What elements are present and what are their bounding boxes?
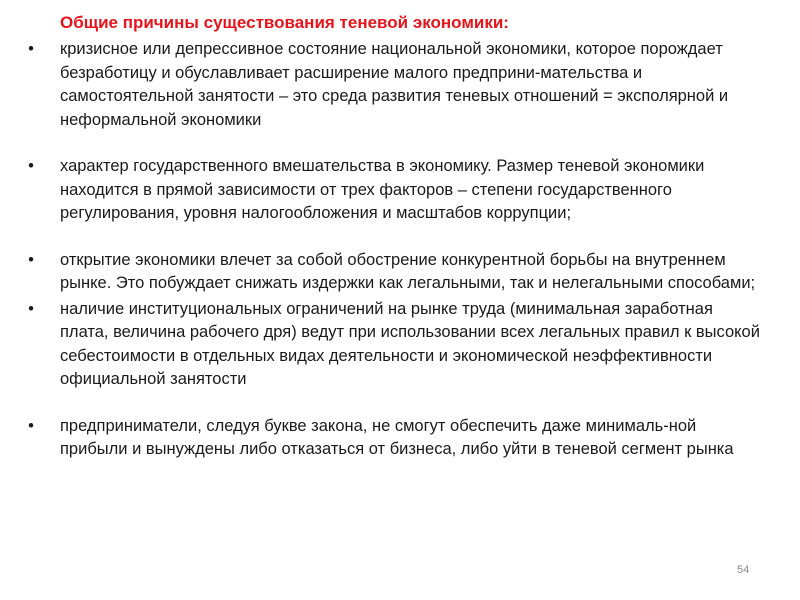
slide-title: Общие причины существования теневой экономики: xyxy=(60,13,509,32)
bullet-item xyxy=(24,415,764,462)
bullet-item xyxy=(24,38,764,132)
bullet-text: кризисное или депрессивное состояние национальной экономики, которое порождает безработицу и обуславливает расширение малого предприни-мательства и самостоятельной занятости – это среда развития теневых отношений = эксполярной и неформальной экономики xyxy=(60,40,729,129)
bullet-marker: • xyxy=(28,299,34,318)
bullet-marker: • xyxy=(28,416,34,435)
bullet-marker: • xyxy=(28,157,34,175)
bullet-item xyxy=(24,298,764,392)
bullet-list xyxy=(24,38,764,462)
page-number: 54 xyxy=(737,564,750,576)
bullet-text: наличие институциональных ограничений на рынке труда (минимальная заработная плата, величина рабочего дря) ведут при использовании всех легальных правил к высокой себестоимости в отдельных видах деятельности и экономической неэффективности официальной занятости xyxy=(60,299,760,388)
bullet-text: предприниматели, следуя букве закона, не смогут обеспечить даже минималь-ной прибыли и вынуждены либо отказаться от бизнеса, либо уйти в теневой сегмент рынка xyxy=(60,416,734,458)
bullet-marker: • xyxy=(28,250,34,269)
bullet-item xyxy=(24,155,764,226)
bullet-marker: • xyxy=(28,40,34,58)
bullet-item xyxy=(24,249,764,296)
bullet-text: характер государственного вмешательства в экономику. Размер теневой экономики находится в прямой зависимости от трех факторов – степени государственного регулирования, уровня налогообложения и масштабов коррупции; xyxy=(60,157,705,222)
bullet-text: открытие экономики влечет за собой обострение конкурентной борьбы на внутреннем рынке. Это побуждает снижать издержки как легальными, так и нелегальными способами; xyxy=(60,250,756,292)
